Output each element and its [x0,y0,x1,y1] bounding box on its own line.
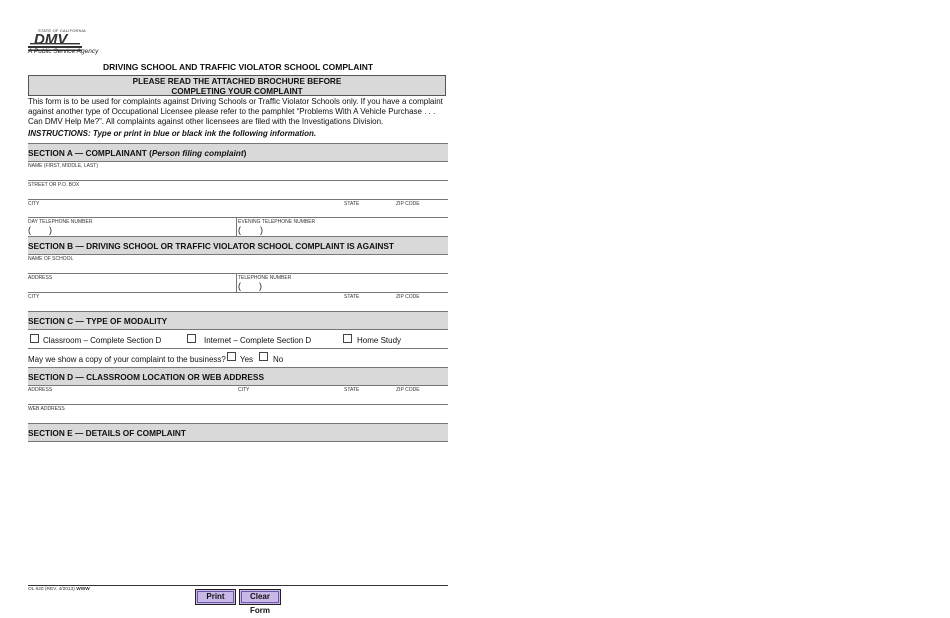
dmv-logo [28,28,98,60]
internet-checkbox[interactable] [187,334,196,343]
state-label: STATE [344,201,360,207]
classroom-option-label: Classroom – Complete Section D [43,336,162,345]
divider [236,273,237,292]
school-name-field[interactable] [28,260,448,272]
location-address-label: ADDRESS [28,387,53,393]
school-state-label: STATE [344,294,360,300]
web-address-label: WEB ADDRESS [28,406,65,412]
state-field[interactable] [344,205,392,216]
zip-label: ZIP CODE [396,201,420,207]
section-b-title: SECTION B — DRIVING SCHOOL OR TRAFFIC VIOLATOR SCHOOL COMPLAINT IS AGAINST [28,240,394,251]
divider [28,348,448,349]
day-phone-area-open: ( [28,225,31,235]
school-city-field[interactable] [28,298,338,310]
evening-phone-area-close: ) [260,225,263,235]
zip-field[interactable] [396,205,448,216]
section-b-header [28,236,448,255]
city-field[interactable] [28,205,338,216]
share-no-label: No [273,355,284,364]
divider [236,217,237,236]
complaint-details-field[interactable] [28,443,448,583]
logo-dmv-text: DMV [34,31,68,48]
home-study-option-label: Home Study [357,336,402,345]
share-question: May we show a copy of your complaint to the business? [28,355,226,364]
location-zip-field[interactable] [396,391,448,403]
internet-option-label: Internet – Complete Section D [204,336,312,345]
name-label: NAME (FIRST, MIDDLE, LAST) [28,163,99,169]
day-phone-field[interactable] [32,224,232,235]
city-label: CITY [28,201,40,207]
footer-rule [28,585,448,586]
intro-text: This form is to be used for complaints against Driving Schools or Traffic Violator Schools only. If you have a complaint against another type of Occupational Licensee please refer to the pamphlet “Problems With A Vehicle Purchase . . . Can DMV Help Me?”. All complaints against other licensees are filed with the Investigations Division. [28,97,443,126]
school-name-label: NAME OF SCHOOL [28,256,74,262]
school-phone-label: TELEPHONE NUMBER [238,275,292,281]
school-phone-field[interactable] [242,279,446,291]
web-address-field[interactable] [28,410,448,422]
school-phone-area-close: ) [259,281,262,291]
evening-phone-field[interactable] [242,224,446,235]
street-label: STREET OR P.O. BOX [28,182,80,188]
instructions-text: INSTRUCTIONS: Type or print in blue or black ink the following information. [28,129,317,138]
location-state-label: STATE [344,387,360,393]
form-code-bold: WWW [76,587,90,592]
divider [28,199,448,200]
day-phone-area-close: ) [49,225,52,235]
print-button[interactable]: Print [195,589,236,605]
location-state-field[interactable] [344,391,392,403]
divider [28,180,448,181]
school-zip-label: ZIP CODE [396,294,420,300]
school-city-label: CITY [28,294,40,300]
section-e-header [28,423,448,442]
share-no-checkbox[interactable] [259,352,268,361]
school-phone-area-open: ( [238,281,241,291]
divider [28,273,448,274]
section-a-header [28,143,448,162]
school-address-label: ADDRESS [28,275,53,281]
section-a-title-prefix: SECTION A — COMPLAINANT ( [28,147,152,158]
form-code-text: OL 620 (REV. 4/2013) [28,587,75,592]
section-a-title-italic: Person filing complaint [151,147,244,158]
clear-form-button[interactable]: Clear Form [239,589,281,605]
form-code [28,587,90,592]
location-address-field[interactable] [28,391,232,403]
divider [28,292,448,293]
evening-phone-area-open: ( [238,225,241,235]
brochure-notice [28,75,446,96]
name-field[interactable] [28,167,448,179]
day-phone-label: DAY TELEPHONE NUMBER [28,219,93,225]
location-city-label: CITY [238,387,250,393]
section-a-title-suffix: ) [243,147,247,158]
divider [28,217,448,218]
divider [28,404,448,405]
section-d-title: SECTION D — CLASSROOM LOCATION OR WEB ADDRESS [28,371,265,382]
form-title: DRIVING SCHOOL AND TRAFFIC VIOLATOR SCHOOL COMPLAINT [102,62,374,72]
home-study-checkbox[interactable] [343,334,352,343]
notice-line-2: COMPLETING YOUR COMPLAINT [171,87,303,96]
location-zip-label: ZIP CODE [396,387,420,393]
notice-line-1: PLEASE READ THE ATTACHED BROCHURE BEFORE [132,77,342,86]
agency-tagline: A Public Service Agency [28,48,99,55]
school-zip-field[interactable] [396,298,448,310]
classroom-checkbox[interactable] [30,334,39,343]
logo-state-text: STATE OF CALIFORNIA [38,28,86,33]
location-city-field[interactable] [238,391,338,403]
section-c-header [28,311,448,330]
section-e-title: SECTION E — DETAILS OF COMPLAINT [28,427,186,438]
section-c-title: SECTION C — TYPE OF MODALITY [28,315,168,326]
school-state-field[interactable] [344,298,392,310]
street-field[interactable] [28,186,448,198]
share-yes-label: Yes [240,355,254,364]
share-yes-checkbox[interactable] [227,352,236,361]
school-address-field[interactable] [28,279,232,291]
section-d-header [28,367,448,386]
evening-phone-label: EVENING TELEPHONE NUMBER [238,219,316,225]
